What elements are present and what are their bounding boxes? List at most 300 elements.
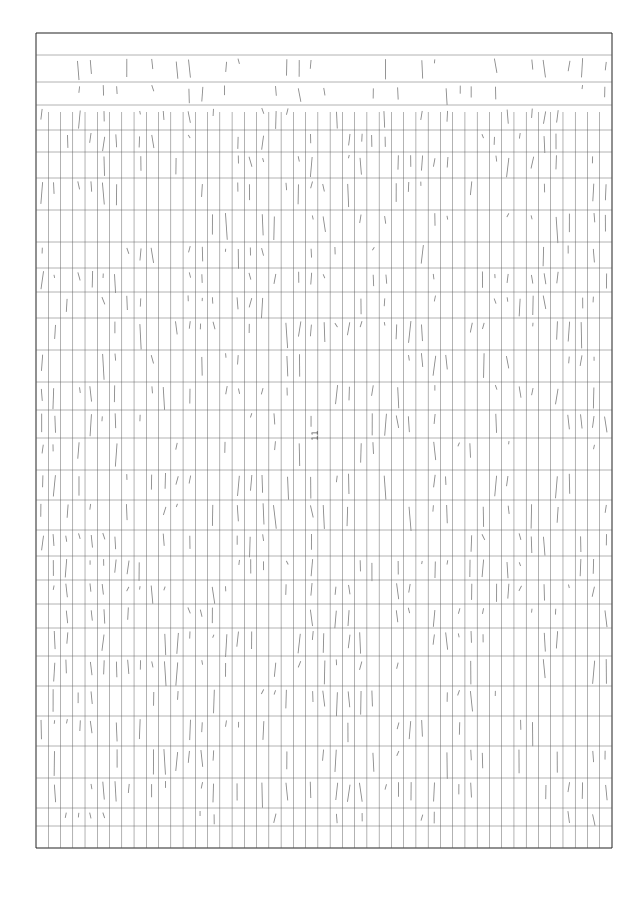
cell-text-mark — [446, 355, 448, 369]
cell-text-mark — [286, 561, 288, 565]
cell-text-mark — [140, 111, 141, 114]
cell-text-mark — [519, 133, 520, 138]
cell-text-mark — [310, 610, 312, 626]
cell-text-mark — [323, 184, 325, 192]
cell-text-mark — [384, 298, 385, 306]
cell-text-mark — [212, 587, 214, 604]
cell-text-mark — [274, 663, 275, 677]
cell-text-mark — [104, 157, 105, 176]
cell-text-mark — [127, 248, 129, 254]
cell-text-mark — [606, 785, 607, 800]
cell-text-mark — [508, 584, 509, 599]
cell-text-mark — [286, 323, 288, 348]
cell-text-mark — [557, 110, 559, 122]
cell-text-mark — [434, 475, 436, 488]
cell-text-mark — [434, 442, 436, 460]
cell-text-mark — [482, 134, 484, 138]
cell-text-mark — [605, 62, 606, 70]
cell-text-mark — [103, 782, 105, 800]
cell-text-mark — [274, 814, 276, 823]
cell-text-mark — [299, 443, 300, 466]
cell-text-mark — [409, 721, 411, 739]
cell-text-mark — [104, 609, 105, 623]
cell-text-mark — [543, 659, 545, 678]
cell-text-mark — [422, 561, 423, 564]
cell-text-mark — [544, 136, 545, 153]
cell-text-mark — [116, 134, 117, 147]
cell-text-mark — [349, 585, 350, 594]
cell-text-mark — [348, 610, 349, 626]
cell-text-mark — [519, 586, 522, 591]
cell-text-mark — [434, 782, 435, 801]
cell-text-mark — [127, 296, 128, 310]
cell-text-mark — [189, 246, 191, 252]
cell-text-mark — [434, 296, 435, 302]
cell-text-mark — [433, 634, 434, 644]
cell-text-mark — [152, 386, 153, 393]
cell-text-mark — [421, 155, 422, 170]
cell-text-mark — [164, 749, 166, 774]
cell-text-mark — [274, 216, 275, 240]
cell-text-mark — [90, 60, 91, 74]
cell-text-mark — [225, 213, 227, 240]
cell-text-mark — [311, 182, 313, 189]
cell-text-mark — [128, 660, 129, 674]
cell-text-mark — [77, 61, 79, 80]
cell-text-mark — [421, 111, 422, 120]
cell-text-mark — [103, 813, 105, 818]
cell-text-mark — [164, 587, 165, 591]
cell-text-mark — [201, 782, 202, 788]
cell-text-mark — [263, 534, 264, 541]
cell-text-mark — [422, 60, 423, 78]
cell-text-mark — [507, 476, 508, 486]
cell-text-mark — [54, 663, 55, 682]
cell-text-mark — [592, 416, 594, 428]
cell-text-mark — [360, 662, 362, 670]
cell-text-mark — [176, 504, 177, 507]
cell-text-mark — [323, 216, 325, 231]
cell-text-mark — [348, 635, 350, 649]
cell-text-mark — [55, 416, 56, 433]
cell-text-mark — [421, 325, 422, 342]
cell-text-mark — [140, 298, 141, 306]
cell-text-mark — [163, 507, 166, 515]
cell-text-mark — [103, 354, 104, 380]
cell-text-mark — [90, 504, 91, 510]
cell-text-mark — [189, 321, 190, 328]
cell-text-mark — [90, 414, 91, 436]
cell-text-mark — [372, 247, 374, 250]
cell-text-mark — [80, 387, 81, 393]
cell-text-mark — [605, 184, 606, 200]
cell-text-mark — [176, 752, 178, 771]
cell-text-mark — [532, 109, 533, 118]
cell-text-mark — [447, 111, 448, 122]
cell-text-mark — [189, 476, 191, 484]
cell-text-mark — [470, 443, 471, 457]
cell-text-mark — [91, 610, 92, 620]
cell-text-mark — [90, 813, 91, 819]
cell-text-mark — [115, 274, 116, 293]
cell-text-mark — [41, 109, 42, 120]
cell-text-mark — [421, 353, 422, 367]
cell-text-mark — [483, 608, 484, 614]
cell-text-mark — [605, 417, 607, 433]
cell-text-mark — [178, 691, 179, 700]
cell-text-mark — [78, 813, 79, 818]
cell-text-mark — [507, 158, 509, 177]
cell-text-mark — [519, 533, 521, 540]
cell-text-mark — [102, 635, 104, 651]
cell-text-mark — [336, 692, 337, 716]
cell-text-mark — [189, 60, 191, 78]
cell-text-mark — [336, 476, 337, 483]
cell-text-mark — [176, 443, 177, 450]
cell-text-mark — [274, 274, 276, 284]
cell-text-mark — [543, 537, 544, 556]
cell-text-mark — [543, 60, 545, 78]
cell-text-mark — [422, 720, 423, 737]
cell-text-mark — [226, 634, 227, 657]
cell-text-mark — [263, 721, 264, 740]
cell-text-mark — [126, 504, 127, 520]
cell-text-mark — [152, 59, 153, 69]
cell-text-mark — [531, 504, 532, 528]
cell-text-mark — [152, 661, 153, 667]
cell-text-mark — [580, 559, 581, 576]
cell-text-mark — [140, 324, 141, 349]
cell-text-mark — [360, 215, 361, 223]
cell-text-mark — [543, 247, 544, 266]
cell-text-mark — [360, 158, 361, 175]
cell-text-mark — [323, 691, 325, 707]
cell-text-mark — [360, 321, 362, 327]
cell-text-mark — [323, 505, 324, 529]
cell-text-mark — [458, 633, 459, 637]
cell-text-mark — [421, 815, 423, 821]
cell-text-mark — [482, 560, 484, 578]
cell-text-mark — [347, 322, 349, 335]
cell-text-mark — [324, 88, 325, 96]
cell-text-mark — [176, 662, 178, 685]
cell-text-mark — [188, 135, 190, 138]
cell-text-mark — [433, 356, 436, 376]
cell-text-mark — [556, 631, 557, 648]
cell-text-mark — [115, 413, 116, 428]
cell-text-mark — [335, 323, 338, 327]
cell-text-mark — [310, 325, 311, 337]
cell-text-mark — [65, 559, 66, 577]
cell-text-mark — [311, 273, 312, 285]
cell-text-mark — [275, 441, 276, 450]
cell-text-mark — [53, 388, 54, 409]
cell-text-mark — [582, 58, 583, 77]
cell-text-mark — [250, 537, 251, 557]
cell-text-mark — [471, 535, 472, 551]
cell-text-mark — [262, 136, 264, 150]
cell-text-mark — [286, 690, 287, 709]
cell-text-mark — [470, 181, 471, 195]
cell-text-mark — [335, 750, 336, 772]
cell-text-mark — [447, 157, 448, 167]
cell-text-mark — [495, 476, 497, 496]
cell-text-mark — [397, 751, 399, 756]
cell-text-mark — [262, 108, 264, 114]
cell-text-mark — [384, 111, 385, 127]
cell-text-mark — [128, 607, 129, 619]
cell-text-mark — [276, 111, 277, 129]
cell-text-mark — [349, 134, 350, 146]
cell-text-mark — [361, 443, 362, 462]
cell-text-mark — [298, 88, 301, 101]
cell-text-mark — [102, 297, 105, 304]
cell-text-mark — [140, 248, 141, 260]
cell-text-mark — [276, 86, 277, 96]
cell-text-mark — [91, 784, 92, 789]
cell-text-mark — [507, 562, 508, 578]
cell-text-mark — [556, 389, 559, 405]
cell-text-mark — [544, 633, 545, 652]
cell-text-mark — [543, 111, 545, 123]
cell-text-mark — [163, 111, 164, 120]
cell-text-mark — [569, 357, 570, 364]
cell-text-mark — [261, 298, 262, 319]
cell-text-mark — [54, 631, 55, 649]
cell-text-mark — [433, 274, 434, 279]
cell-text-mark — [188, 751, 189, 763]
cell-text-mark — [152, 85, 154, 91]
cell-text-mark — [397, 663, 398, 669]
cell-text-mark — [531, 536, 532, 553]
cell-text-mark — [324, 322, 325, 342]
cell-text-mark — [67, 632, 68, 643]
cell-text-mark — [237, 505, 238, 521]
cell-text-mark — [581, 414, 583, 428]
cell-text-mark — [102, 584, 103, 595]
cell-text-mark — [151, 248, 153, 263]
cell-text-mark — [140, 586, 141, 589]
cell-text-mark — [347, 785, 350, 802]
cell-text-mark — [543, 296, 546, 309]
cell-text-mark — [581, 322, 582, 348]
cell-text-mark — [557, 272, 558, 283]
cell-text-mark — [556, 217, 558, 243]
cell-text-mark — [484, 353, 485, 378]
cell-text-mark — [261, 689, 263, 694]
cell-text-mark — [507, 274, 508, 283]
cell-text-mark — [323, 274, 325, 278]
cell-text-mark — [288, 477, 289, 500]
cell-text-mark — [556, 155, 557, 169]
cell-text-mark — [519, 386, 521, 397]
cell-text-mark — [471, 783, 472, 798]
cell-text-mark — [202, 87, 203, 102]
cell-text-mark — [336, 814, 337, 823]
cell-text-mark — [91, 535, 92, 548]
cell-text-mark — [335, 587, 336, 595]
cell-text-mark — [312, 631, 313, 640]
cell-text-mark — [163, 534, 164, 546]
cell-text-mark — [348, 155, 349, 158]
cell-text-mark — [531, 275, 532, 284]
cell-text-mark — [347, 507, 348, 526]
cell-text-mark — [190, 720, 191, 740]
cell-text-mark — [605, 505, 606, 513]
cell-text-mark — [262, 248, 264, 256]
cell-text-mark — [67, 504, 68, 517]
cell-text-mark — [385, 216, 386, 224]
cell-text-mark — [447, 505, 448, 523]
cell-text-mark — [177, 633, 179, 654]
cell-text-mark — [408, 608, 409, 613]
cell-text-mark — [189, 272, 190, 277]
cell-text-mark — [396, 416, 398, 428]
cell-text-mark — [55, 325, 56, 339]
cell-text-mark — [373, 275, 374, 286]
cell-text-mark — [237, 297, 238, 309]
cell-text-mark — [249, 157, 252, 167]
cell-text-mark — [458, 608, 460, 613]
cell-text-mark — [104, 660, 105, 674]
cell-text-mark — [200, 610, 202, 617]
cell-text-mark — [398, 387, 399, 408]
cell-text-mark — [447, 216, 448, 220]
cell-text-mark — [446, 88, 447, 105]
cell-text-mark — [249, 273, 251, 280]
cell-text-mark — [323, 633, 324, 653]
cell-text-mark — [434, 414, 435, 424]
cell-text-mark — [568, 782, 570, 792]
cell-text-mark — [66, 536, 67, 542]
cell-text-mark — [175, 321, 177, 334]
cell-text-mark — [507, 110, 508, 124]
page-number: 11 — [310, 430, 320, 441]
cell-text-mark — [506, 356, 508, 368]
cell-text-mark — [421, 245, 423, 264]
cell-text-mark — [310, 782, 311, 798]
cell-text-mark — [151, 355, 153, 363]
cell-text-mark — [202, 184, 203, 197]
cell-text-mark — [90, 721, 92, 733]
cell-text-mark — [41, 271, 44, 289]
cell-text-mark — [90, 386, 92, 401]
cell-text-mark — [557, 507, 558, 523]
cell-text-mark — [202, 722, 203, 732]
cell-text-mark — [78, 181, 80, 189]
cell-text-mark — [385, 414, 387, 436]
cell-text-mark — [152, 135, 154, 148]
cell-text-mark — [447, 560, 448, 564]
cell-text-mark — [115, 559, 116, 572]
cell-text-mark — [41, 182, 43, 204]
cell-text-mark — [262, 783, 263, 808]
cell-text-mark — [398, 87, 399, 99]
cell-text-mark — [323, 750, 324, 761]
cell-text-mark — [556, 476, 558, 498]
cell-text-mark — [188, 111, 190, 123]
cell-text-mark — [79, 86, 80, 92]
cell-text-mark — [482, 534, 485, 540]
cell-text-mark — [54, 785, 55, 803]
cell-text-mark — [348, 184, 349, 207]
cell-text-mark — [238, 389, 239, 394]
cell-text-mark — [298, 321, 300, 336]
cell-text-mark — [593, 751, 594, 762]
cell-text-mark — [103, 533, 105, 539]
cell-text-mark — [127, 587, 129, 591]
cell-text-mark — [53, 585, 54, 589]
cell-text-mark — [164, 661, 166, 686]
cell-text-mark — [41, 389, 42, 401]
cell-text-mark — [496, 156, 497, 162]
cell-text-mark — [568, 584, 569, 587]
cell-text-mark — [90, 662, 92, 675]
cell-text-mark — [593, 814, 595, 825]
cell-text-mark — [286, 783, 288, 801]
cell-text-mark — [507, 213, 509, 217]
cell-text-mark — [66, 584, 68, 598]
cell-text-mark — [115, 537, 116, 550]
cell-text-mark — [384, 322, 385, 325]
cell-text-mark — [519, 299, 520, 317]
cell-text-mark — [176, 476, 178, 484]
cell-text-mark — [298, 156, 299, 161]
cell-text-mark — [397, 723, 399, 730]
cell-text-mark — [53, 475, 55, 496]
cell-text-mark — [249, 298, 252, 307]
cell-text-mark — [446, 632, 448, 649]
cell-text-mark — [359, 783, 362, 802]
cell-text-mark — [263, 158, 264, 162]
cell-text-mark — [568, 811, 570, 823]
cell-text-mark — [238, 355, 239, 364]
cell-text-mark — [214, 690, 215, 714]
cell-text-mark — [593, 661, 595, 684]
cell-text-mark — [250, 413, 251, 417]
cell-text-mark — [519, 562, 520, 566]
cell-text-mark — [53, 534, 54, 546]
cell-text-mark — [593, 184, 594, 202]
cell-text-mark — [239, 560, 240, 565]
cell-text-mark — [91, 691, 92, 703]
cell-text-mark — [213, 784, 214, 803]
cell-text-mark — [396, 324, 397, 339]
cell-text-mark — [202, 660, 203, 664]
cell-text-mark — [592, 587, 594, 597]
cell-text-mark — [482, 323, 484, 329]
cell-text-mark — [396, 610, 397, 622]
cell-text-mark — [188, 607, 190, 613]
cell-text-mark — [90, 583, 91, 591]
cell-text-mark — [91, 181, 92, 191]
cell-text-mark — [336, 783, 338, 800]
cell-text-mark — [42, 536, 44, 551]
cell-text-mark — [593, 249, 594, 263]
cell-text-mark — [78, 272, 80, 280]
cell-text-mark — [213, 750, 214, 760]
cell-text-mark — [409, 584, 410, 593]
cell-text-mark — [238, 476, 240, 496]
cell-text-mark — [336, 385, 338, 404]
cell-text-mark — [213, 322, 215, 330]
cell-text-mark — [79, 533, 81, 539]
cell-text-mark — [458, 443, 460, 447]
cell-text-mark — [360, 632, 361, 653]
cell-text-mark — [409, 355, 410, 361]
cell-text-mark — [286, 108, 288, 114]
cell-text-mark — [66, 611, 67, 624]
